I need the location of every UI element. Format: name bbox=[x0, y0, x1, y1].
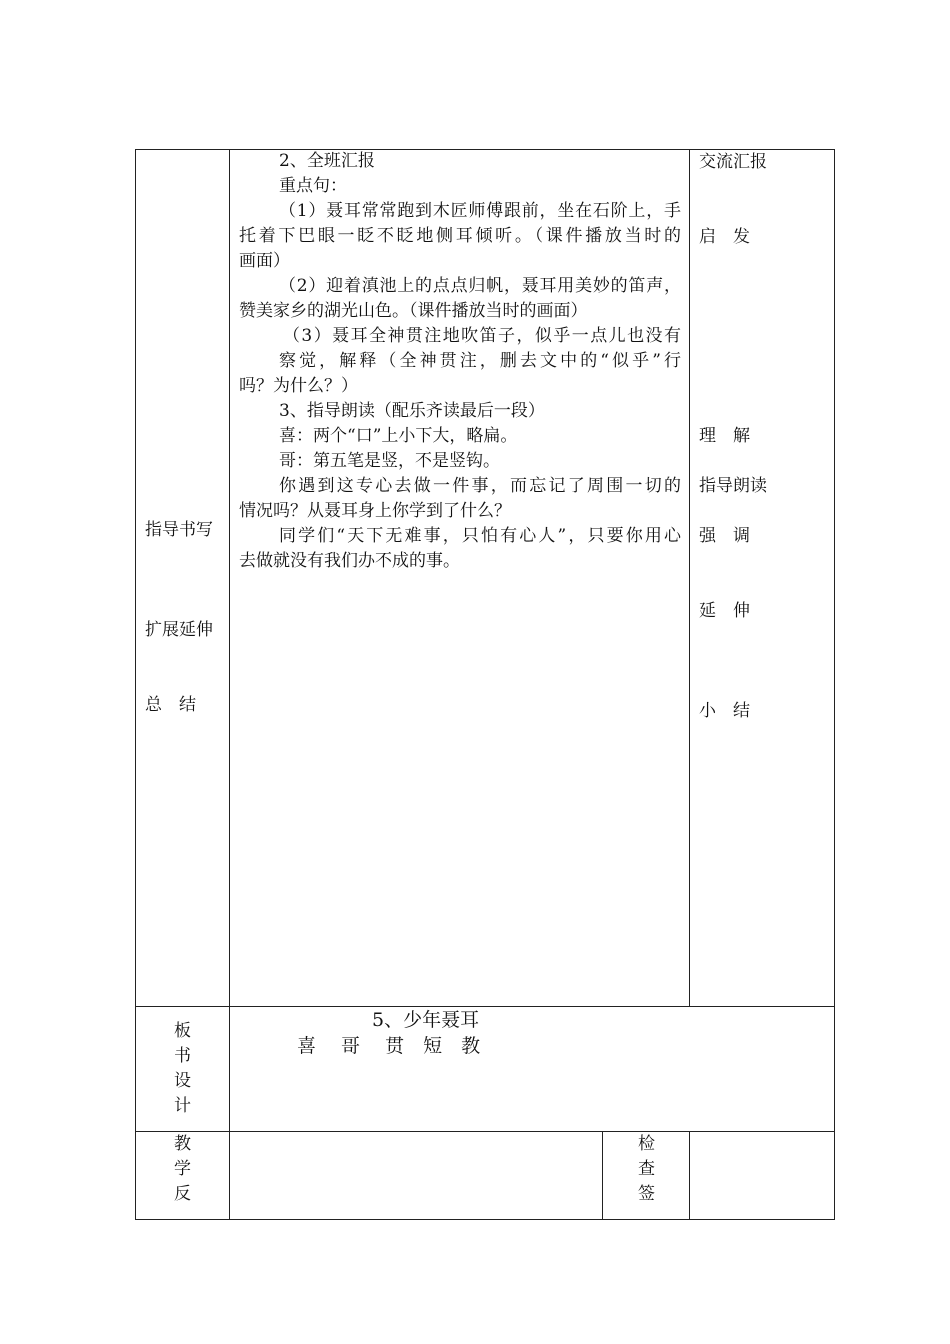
content-line: （1）聂耳常常跑到木匠师傅跟前，坐在石阶上，手 bbox=[279, 201, 681, 221]
content-line: 3、指导朗读（配乐齐读最后一段） bbox=[279, 401, 545, 421]
board-characters: 喜 哥 贯 短 教 bbox=[297, 1035, 481, 1057]
label-board-design-char: 板 bbox=[174, 1021, 191, 1041]
label-check-sign-char: 查 bbox=[638, 1159, 655, 1179]
content-line: 托着下巴眼一眨不眨地侧耳倾听。（课件播放当时的 bbox=[239, 226, 681, 246]
lesson-content bbox=[239, 149, 681, 574]
label-extend-right: 延 伸 bbox=[699, 601, 750, 621]
label-teaching-reflection-char: 学 bbox=[174, 1159, 191, 1179]
content-line: 2、全班汇报 bbox=[279, 151, 375, 171]
label-board-design bbox=[174, 1019, 191, 1119]
board-title: 5、少年聂耳 bbox=[372, 1009, 480, 1031]
table-col-divider-2 bbox=[689, 149, 690, 1006]
content-line: 赞美家乡的湖光山色。（课件播放当时的画面） bbox=[239, 301, 588, 321]
table-col-divider-3 bbox=[602, 1131, 603, 1220]
label-emphasize: 强 调 bbox=[699, 526, 750, 546]
label-check-sign-char: 签 bbox=[638, 1184, 655, 1204]
label-guide-writing: 指导书写 bbox=[145, 520, 213, 540]
label-check-sign-char: 检 bbox=[638, 1134, 655, 1154]
table-left-border bbox=[135, 149, 136, 1220]
label-board-design-char: 设 bbox=[174, 1071, 191, 1091]
label-understand: 理 解 bbox=[699, 426, 750, 446]
label-extend: 扩展延伸 bbox=[145, 620, 213, 640]
content-line: 察觉，解释（全神贯注，删去文中的“似乎”行 bbox=[279, 351, 681, 371]
label-conclude: 小 结 bbox=[699, 701, 750, 721]
label-teaching-reflection-char: 教 bbox=[174, 1134, 191, 1154]
content-line: 画面） bbox=[239, 251, 290, 271]
content-line: 情况吗？从聂耳身上你学到了什么？ bbox=[239, 501, 511, 521]
content-line: 你遇到这专心去做一件事，而忘记了周围一切的 bbox=[279, 476, 681, 496]
content-line: 喜：两个“口”上小下大，略扁。 bbox=[279, 426, 518, 446]
content-line: （3）聂耳全神贯注地吹笛子，似乎一点儿也没有 bbox=[283, 326, 681, 346]
label-inspire: 启 发 bbox=[699, 227, 750, 247]
table-bottom-border bbox=[135, 1219, 835, 1220]
label-guide-reading: 指导朗读 bbox=[699, 476, 767, 496]
content-line: 吗？为什么？） bbox=[239, 376, 358, 396]
content-line: 去做就没有我们办不成的事。 bbox=[239, 551, 460, 571]
table-col-divider-4 bbox=[689, 1131, 690, 1220]
table-col-divider-1 bbox=[229, 149, 230, 1220]
label-board-design-char: 书 bbox=[174, 1046, 191, 1066]
table-row-divider-2 bbox=[135, 1131, 835, 1132]
label-teaching-reflection bbox=[174, 1132, 191, 1207]
table-row-divider-1 bbox=[135, 1006, 835, 1007]
content-line: 哥：第五笔是竖，不是竖钩。 bbox=[279, 451, 500, 471]
content-line: 重点句： bbox=[279, 176, 347, 196]
label-teaching-reflection-char: 反 bbox=[174, 1184, 191, 1204]
label-board-design-char: 计 bbox=[174, 1096, 191, 1116]
label-check-sign bbox=[638, 1132, 655, 1207]
content-line: 同学们“天下无难事，只怕有心人”，只要你用心 bbox=[279, 526, 681, 546]
label-summary: 总 结 bbox=[145, 695, 196, 715]
label-report: 交流汇报 bbox=[699, 152, 767, 172]
content-line: （2）迎着滇池上的点点归帆，聂耳用美妙的笛声， bbox=[279, 276, 681, 296]
table-right-border bbox=[834, 149, 835, 1220]
